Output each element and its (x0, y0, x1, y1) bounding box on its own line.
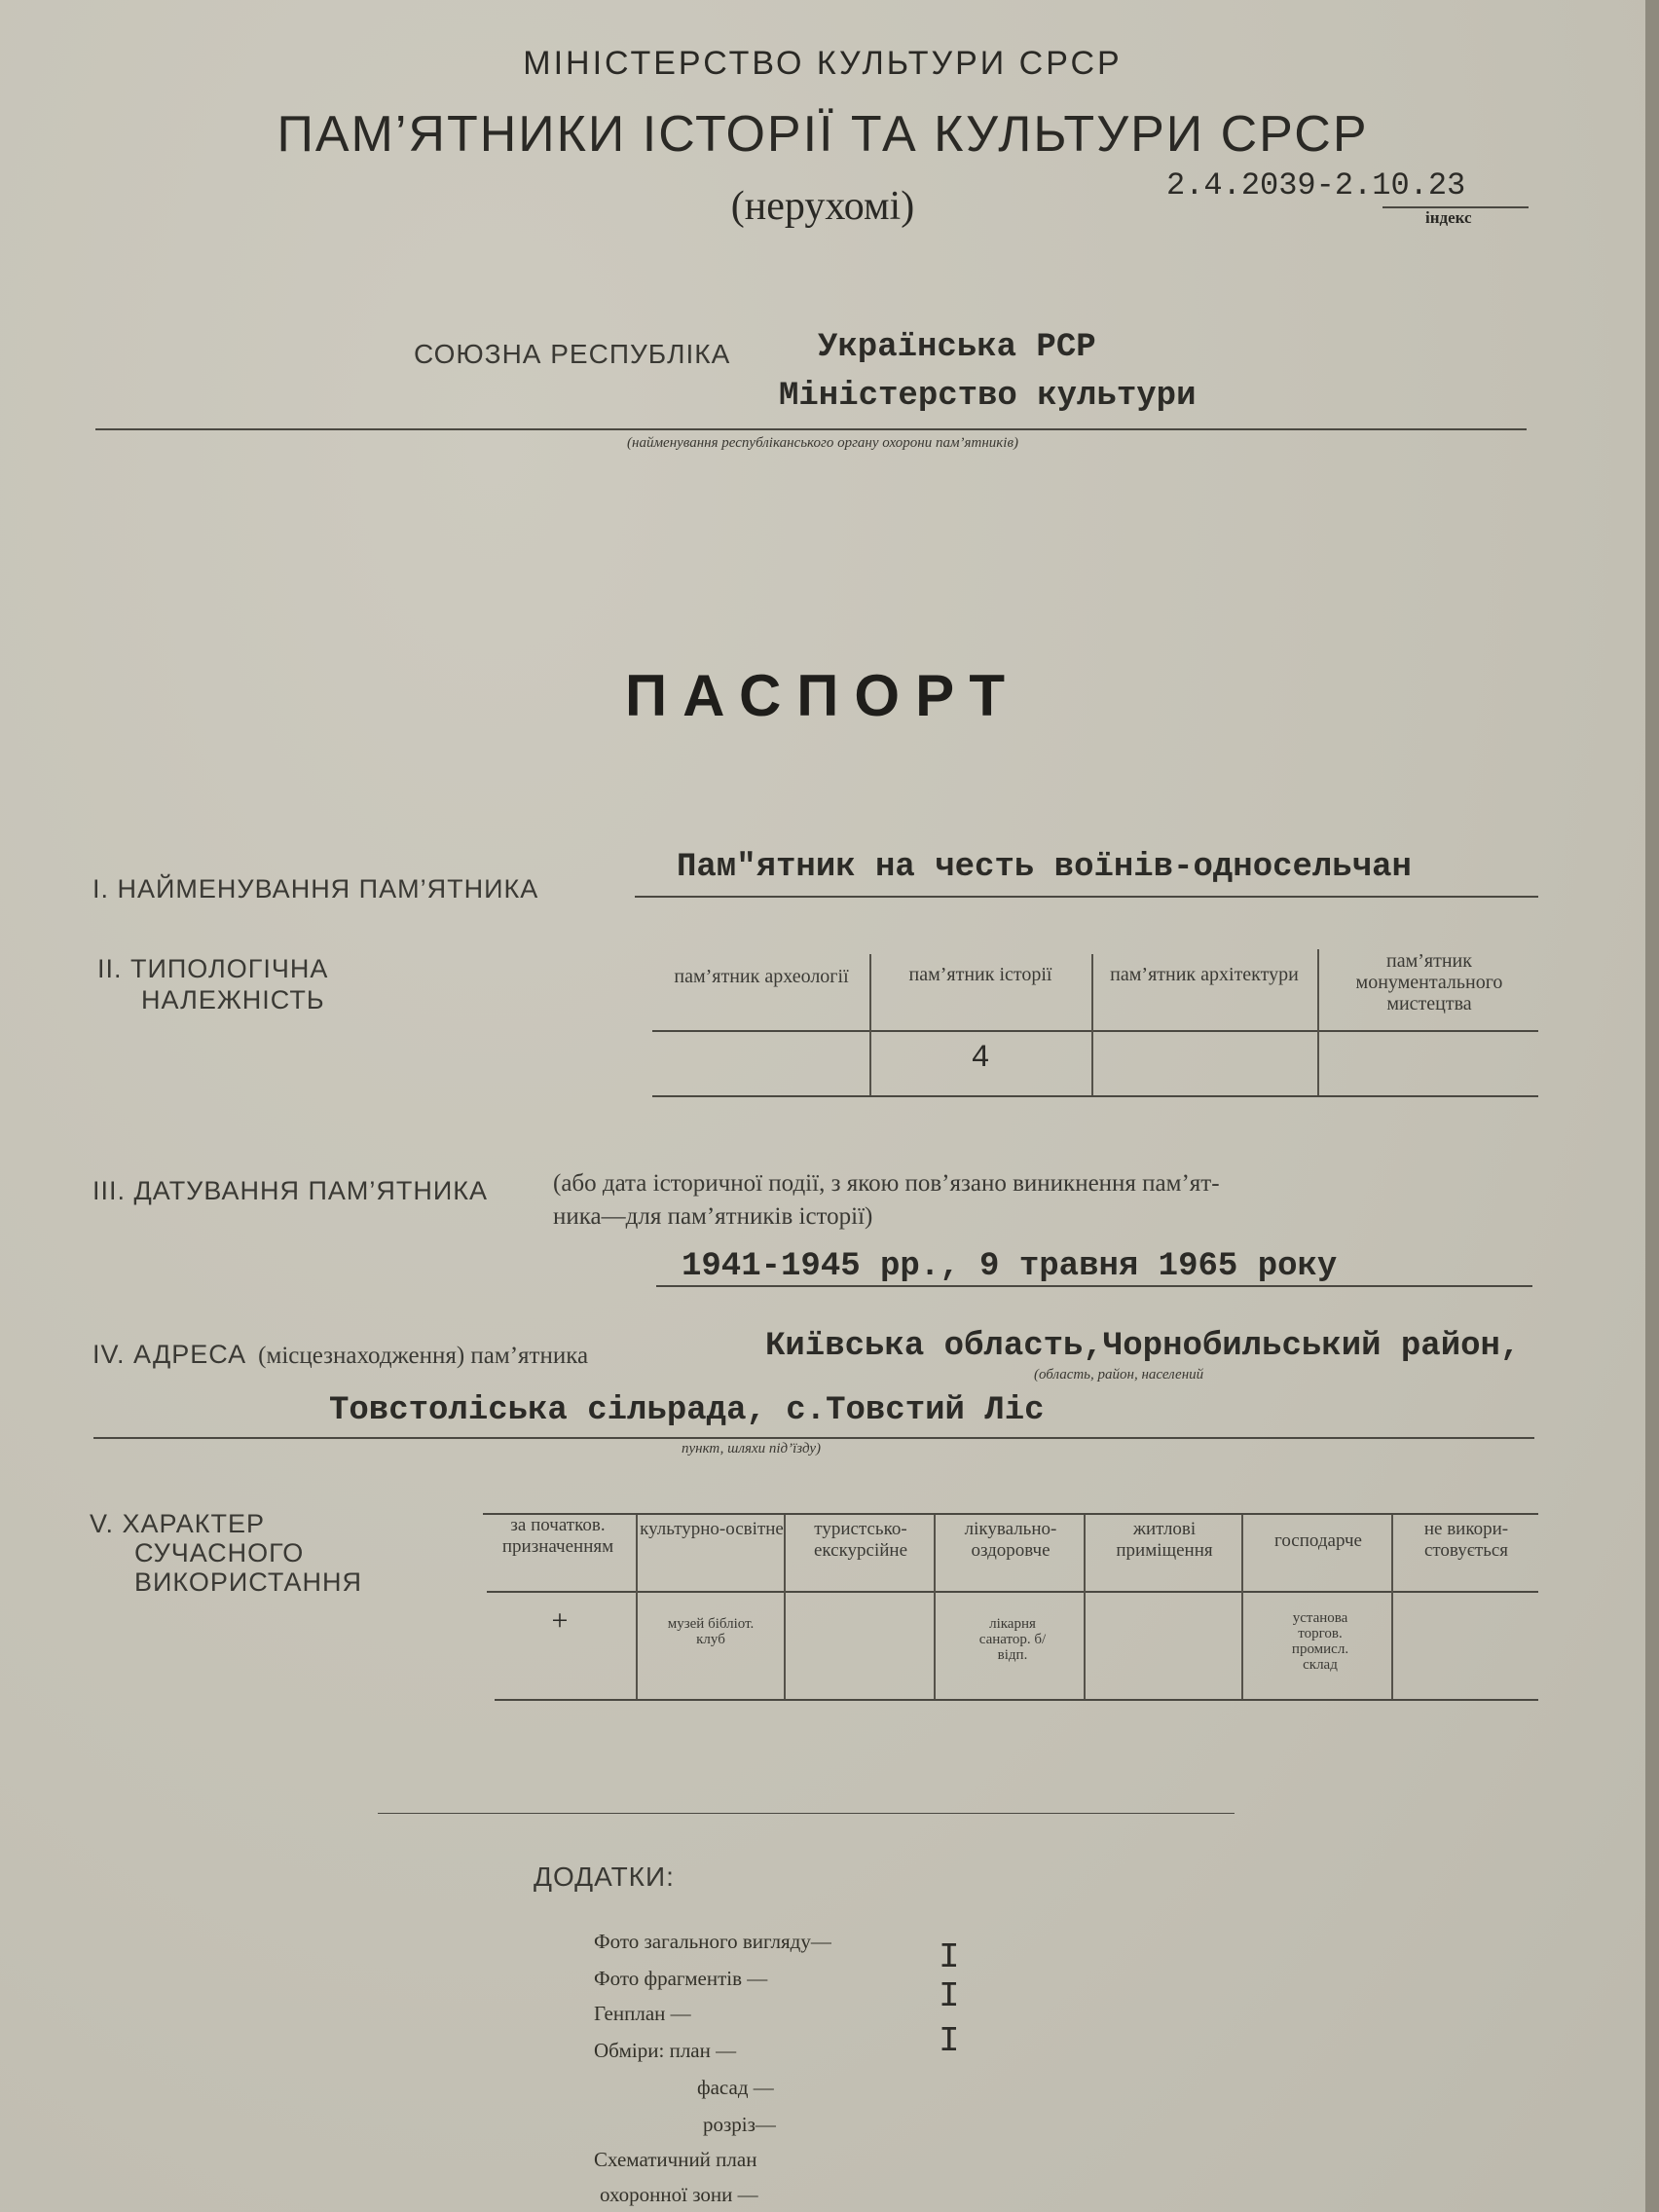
republic-caption: (найменування республіканського органу охорони пам’ятників) (627, 435, 1018, 451)
attachment-item: фасад — (697, 2076, 774, 2099)
usage-col-original: за початков. призначенням (501, 1515, 614, 1557)
usage-col-economic: господарче (1274, 1530, 1362, 1551)
typology-divider (1317, 949, 1319, 1096)
passport-title: ПАСПОРТ (625, 663, 1020, 728)
usage-col-unused: не використовується (1423, 1519, 1509, 1561)
usage-col-cultural: культурно-освітне (640, 1519, 784, 1539)
section4-caption-2: пункт, шляхи під’їзду) (682, 1441, 821, 1456)
attachment-item: Фото загального вигляду— (594, 1930, 831, 1953)
usage-col-medical: лікувально-оздоровче (964, 1519, 1057, 1561)
section4-value-2: Товстоліська сільрада, с.Товстий Ліс (329, 1392, 1045, 1429)
usage-divider (934, 1515, 936, 1700)
section4-underline (93, 1437, 1534, 1439)
usage-divider (1084, 1515, 1086, 1700)
index-value: 2.4.2039-2.10.23 (1166, 167, 1466, 203)
usage-divider (636, 1515, 638, 1700)
usage-value-original: + (551, 1604, 569, 1637)
section2-label-1: II. ТИПОЛОГІЧНА (97, 954, 329, 983)
typology-col-archaeology: пам’ятник археології (674, 966, 849, 987)
typology-value-history: 4 (971, 1040, 990, 1076)
attachment-mark: I (939, 1976, 960, 2016)
usage-col-tourist: туристсько-екскурсійне (813, 1519, 908, 1561)
attachment-item: Схематичний план (594, 2148, 757, 2171)
section5-label-1: V. ХАРАКТЕР (90, 1509, 266, 1538)
usage-divider (1241, 1515, 1243, 1700)
usage-header-rule (487, 1591, 1538, 1593)
index-label: індекс (1425, 208, 1472, 227)
typology-col-monumental: пам’ятник монументального мистецтва (1355, 950, 1503, 1014)
section2-label-2: НАЛЕЖНІСТЬ (141, 985, 325, 1014)
section3-underline (656, 1285, 1532, 1287)
republic-underline (95, 428, 1527, 430)
section3-note-1: (або дата історичної події, з якою пов’язано виникнення пам’ят- (553, 1170, 1220, 1197)
usage-col-housing: житлові приміщення (1116, 1519, 1213, 1561)
typology-header-rule (652, 1030, 1538, 1032)
subtitle: (нерухомі) (730, 184, 915, 229)
typology-bottom-rule (652, 1095, 1538, 1097)
typology-divider (1091, 954, 1093, 1096)
typology-col-history: пам’ятник історії (908, 964, 1052, 985)
typology-divider (869, 954, 871, 1096)
attachments-title: ДОДАТКИ: (534, 1862, 675, 1892)
section3-label: III. ДАТУВАННЯ ПАМ’ЯТНИКА (92, 1176, 488, 1205)
usage-bottom-rule (495, 1699, 1538, 1701)
section4-value-1: Київська область,Чорнобильський район, (765, 1328, 1521, 1365)
attachment-item: охоронної зони — (600, 2183, 758, 2206)
attachment-item: Обміри: план — (594, 2039, 737, 2062)
section1-value: Пам"ятник на честь воїнів-односельчан (677, 849, 1412, 886)
section4-caption-1: (область, район, населений (1034, 1367, 1204, 1382)
ministry-heading: МІНІСТЕРСТВО КУЛЬТУРИ СРСР (523, 45, 1123, 82)
section4-label-a: IV. АДРЕСА (92, 1340, 247, 1369)
attachment-item: розріз— (703, 2113, 776, 2136)
attachment-mark: I (939, 1937, 960, 1977)
section4-label-b: (місцезнаходження) пам’ятника (258, 1343, 589, 1369)
typology-col-architecture: пам’ятник архітектури (1110, 964, 1299, 985)
attachment-item: Генплан — (594, 2002, 691, 2025)
usage-value-cultural: музей бібліот. клуб (667, 1616, 755, 1647)
section3-value: 1941-1945 рр., 9 травня 1965 року (682, 1248, 1338, 1285)
republic-label: СОЮЗНА РЕСПУБЛІКА (414, 339, 731, 369)
section4-label (92, 1340, 588, 1370)
section5-label-3: ВИКОРИСТАННЯ (134, 1567, 362, 1597)
main-title: ПАМ’ЯТНИКИ ІСТОРІЇ ТА КУЛЬТУРИ СРСР (276, 106, 1369, 163)
section1-label: I. НАЙМЕНУВАННЯ ПАМ’ЯТНИКА (92, 874, 539, 903)
section5-label-2: СУЧАСНОГО (134, 1538, 305, 1567)
separator-rule (378, 1813, 1235, 1814)
usage-top-rule (483, 1513, 1538, 1515)
section3-note-2: ника—для пам’ятників історії) (553, 1203, 873, 1230)
republic-value-2: Міністерство культури (779, 378, 1197, 415)
attachment-item: Фото фрагментів — (594, 1967, 768, 1990)
attachment-mark: I (939, 2021, 960, 2061)
usage-value-medical: лікарня санатор. б/відп. (978, 1616, 1047, 1663)
republic-value-1: Українська РСР (818, 329, 1096, 366)
usage-value-economic: установа торгов. промисл. склад (1291, 1610, 1349, 1673)
usage-divider (784, 1515, 786, 1700)
page-edge (1645, 0, 1659, 2212)
usage-divider (1391, 1515, 1393, 1700)
section1-underline (635, 896, 1538, 898)
